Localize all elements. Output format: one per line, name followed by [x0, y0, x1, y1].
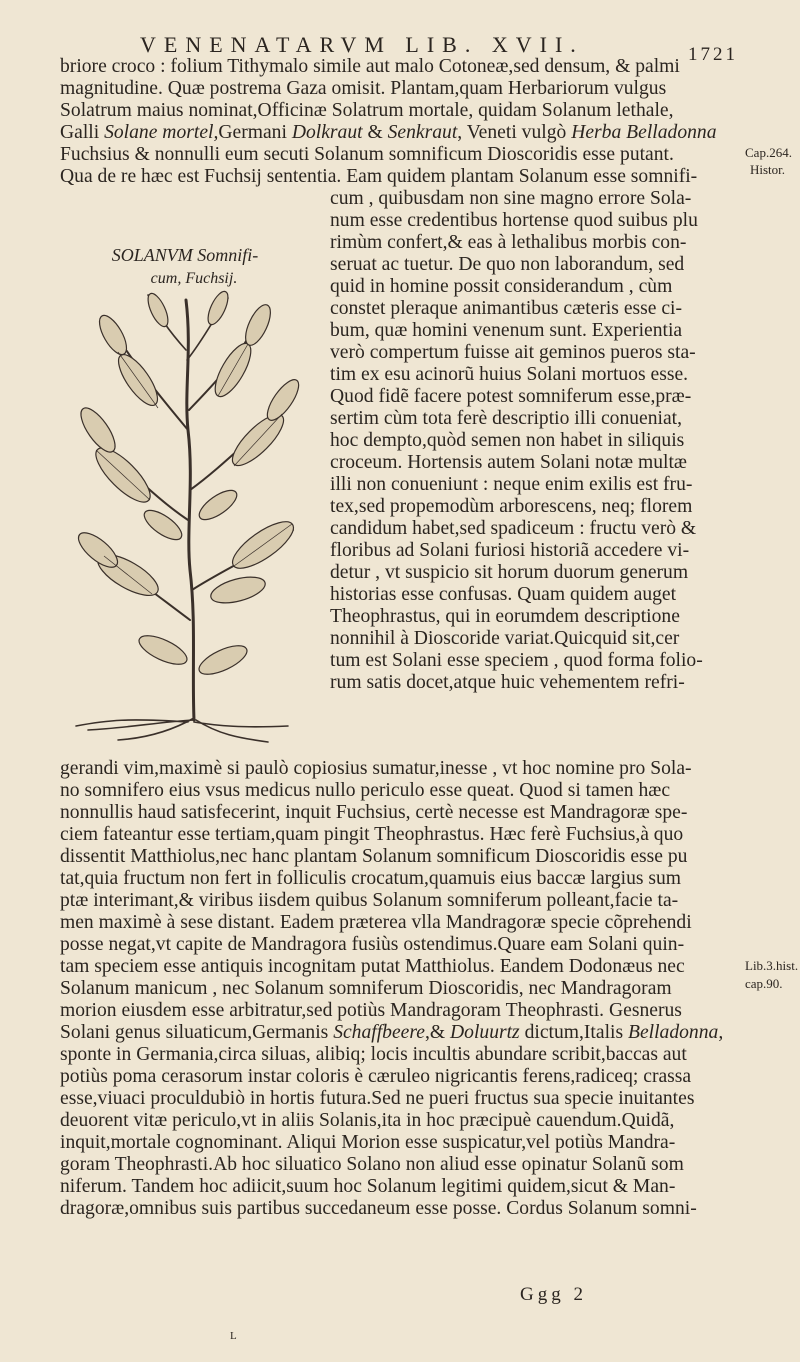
text-line: men maximè à sese distant. Eadem præterea vlla Mandragoræ specie cõprehendi: [60, 912, 692, 933]
text-line: rum satis docet,atque huic vehementem refri-: [330, 672, 685, 693]
text-line: Theophrastus, qui in eorumdem descriptione: [330, 606, 680, 627]
text-line: ptæ interimant,& viribus iisdem quibus Solanum somniferum polleant,facie ta-: [60, 890, 679, 911]
running-header: VENENATARVM LIB. XVII.: [140, 32, 584, 57]
text-line: hoc dempto,quòd semen non habet in siliquis: [330, 430, 685, 451]
text-line: briore croco : folium Tithymalo simile aut malo Cotoneæ,sed densum, & palmi: [60, 56, 680, 77]
text-line: niferum. Tandem hoc adiicit,suum hoc Solanum legitimi quidem,sicut & Man-: [60, 1176, 676, 1197]
margin-note: Cap.264.: [745, 145, 792, 160]
text-line: cum , quibusdam non sine magno errore Sola-: [330, 188, 692, 209]
text-line: goram Theophrasti.Ab hoc siluatico Solano non aliud esse opinatur Solanũ som: [60, 1154, 684, 1175]
text-line: rimùm confert,& eas à lethalibus morbis con-: [330, 232, 687, 253]
text-line: tat,quia fructum non fert in folliculis crocatum,quamuis eius baccæ largius sum: [60, 868, 682, 889]
text-line: croceum. Hortensis autem Solani notæ multæ: [330, 452, 687, 473]
text-line: detur , vt suspicio sit horum duorum generum: [330, 562, 689, 583]
belladonna-woodcut-illustration: [68, 290, 320, 746]
text-line: deuorent vitæ periculo,vt in aliis Solanis,ita in hoc præcipuè cauendum.Quidã,: [60, 1110, 675, 1131]
text-line: magnitudine. Quæ postrema Gaza omisit. Plantam,quam Herbariorum vulgus: [60, 78, 667, 99]
text-line: sponte in Germania,circa siluas, alibiq; locis incultis abundare scribit,baccas aut: [60, 1044, 687, 1065]
text-line: num esse credentibus hortense quod suibus plu: [330, 210, 698, 231]
text-line: sertim cùm tota ferè descriptio illi conueniat,: [330, 408, 683, 429]
text-line: Solanum manicum , nec Solanum somniferum Dioscoridis, nec Mandragoram: [60, 978, 672, 999]
margin-note: cap.90.: [745, 976, 783, 991]
text-line: Quod fidẽ facere potest somniferum esse,præ-: [330, 386, 692, 407]
signature-mark: Ggg 2: [520, 1284, 587, 1305]
text-line: nonnullis haud satisfecerint, inquit Fuchsius, certè necesse est Mandragoræ spe-: [60, 802, 688, 823]
text-line: seruat ac tuetur. De quo non laborandum, sed: [330, 254, 685, 275]
text-line: tim ex esu acinorũ huius Solani mortuos esse.: [330, 364, 689, 385]
text-line: Fuchsius & nonnulli eum secuti Solanum somnificum Dioscoridis esse putant.: [60, 144, 674, 165]
text-line: posse negat,vt capite de Mandragora fusiùs ostendimus.Quare eam Solani quin-: [60, 934, 685, 955]
text-line: tam speciem esse antiquis incognitam putat Matthiolus. Eandem Dodonæus nec: [60, 956, 685, 977]
margin-note: Histor.: [750, 162, 786, 177]
text-line: candidum habet,sed spadiceum : fructu verò &: [330, 518, 697, 539]
text-line: no somnifero eius vsus medicus nullo periculo esse queat. Quod si tamen hæc: [60, 780, 671, 801]
text-line: esse,viuaci proculdubiò in hortis futura.Sed ne pueri fructus sua specie inuitantes: [60, 1088, 695, 1109]
text-line: Galli Solane mortel,Germani Dolkraut & Senkraut, Veneti vulgò Herba Belladonna: [60, 122, 717, 143]
text-line: tum est Solani esse speciem , quod forma folio-: [330, 650, 703, 671]
text-line: Solatrum maius nominat,Officinæ Solatrum mortale, quidam Solanum lethale,: [60, 100, 674, 121]
text-line: quid in homine possit considerandum , cùm: [330, 276, 673, 297]
page-number: 1721: [688, 44, 738, 65]
text-line: Qua de re hæc est Fuchsij sententia. Eam quidem plantam Solanum esse somnifi-: [60, 166, 698, 187]
text-line: gerandi vim,maximè si paulò copiosius sumatur,inesse , vt hoc nomine pro Sola-: [60, 758, 692, 779]
text-line: illi non conueniunt : neque enim exilis est fru-: [330, 474, 693, 495]
text-line: historias esse confusas. Quam quidem auget: [330, 584, 677, 605]
text-line: morion eiusdem esse arbitratur,sed potiùs Mandragoram Theophrasti. Gesnerus: [60, 1000, 682, 1021]
margin-note: Lib.3.hist.: [745, 958, 799, 973]
text-line: constet pleraque animantibus cæteris esse ci-: [330, 298, 683, 319]
text-line: nonnihil à Dioscoride variat.Quicquid sit,cer: [330, 628, 680, 649]
text-line: Solani genus siluaticum,Germanis Schaffbeere,& Doluurtz dictum,Italis Belladonna,: [60, 1022, 724, 1043]
text-line: tex,sed propemodùm arborescens, neq; florem: [330, 496, 693, 517]
figure-caption: SOLANVM Somnifi- cum, Fuchsij.: [111, 245, 259, 287]
text-line: bum, quæ homini venenum sunt. Experientia: [330, 320, 683, 341]
text-line: inquit,mortale cognominant. Aliqui Morion esse suspicatur,vel potiùs Mandra-: [60, 1132, 676, 1153]
text-line: dragoræ,omnibus suis partibus succedaneum esse posse. Cordus Solanum somni-: [60, 1198, 697, 1219]
print-mark: L: [230, 1330, 237, 1342]
text-line: potiùs poma cerasorum instar coloris è cæruleo nigricantis ferens,radiceq; crassa: [60, 1066, 692, 1087]
text-line: verò compertum fuisse ait geminos pueros sta-: [330, 342, 696, 363]
text-line: dissentit Matthiolus,nec hanc plantam Solanum somnificum Dioscoridis esse pu: [60, 846, 688, 867]
text-line: floribus ad Solani furiosi historiã accedere vi-: [330, 540, 690, 561]
text-line: ciem fateantur esse tertiam,quam pingit Theophrastus. Hæc ferè Fuchsius,à quo: [60, 824, 684, 845]
